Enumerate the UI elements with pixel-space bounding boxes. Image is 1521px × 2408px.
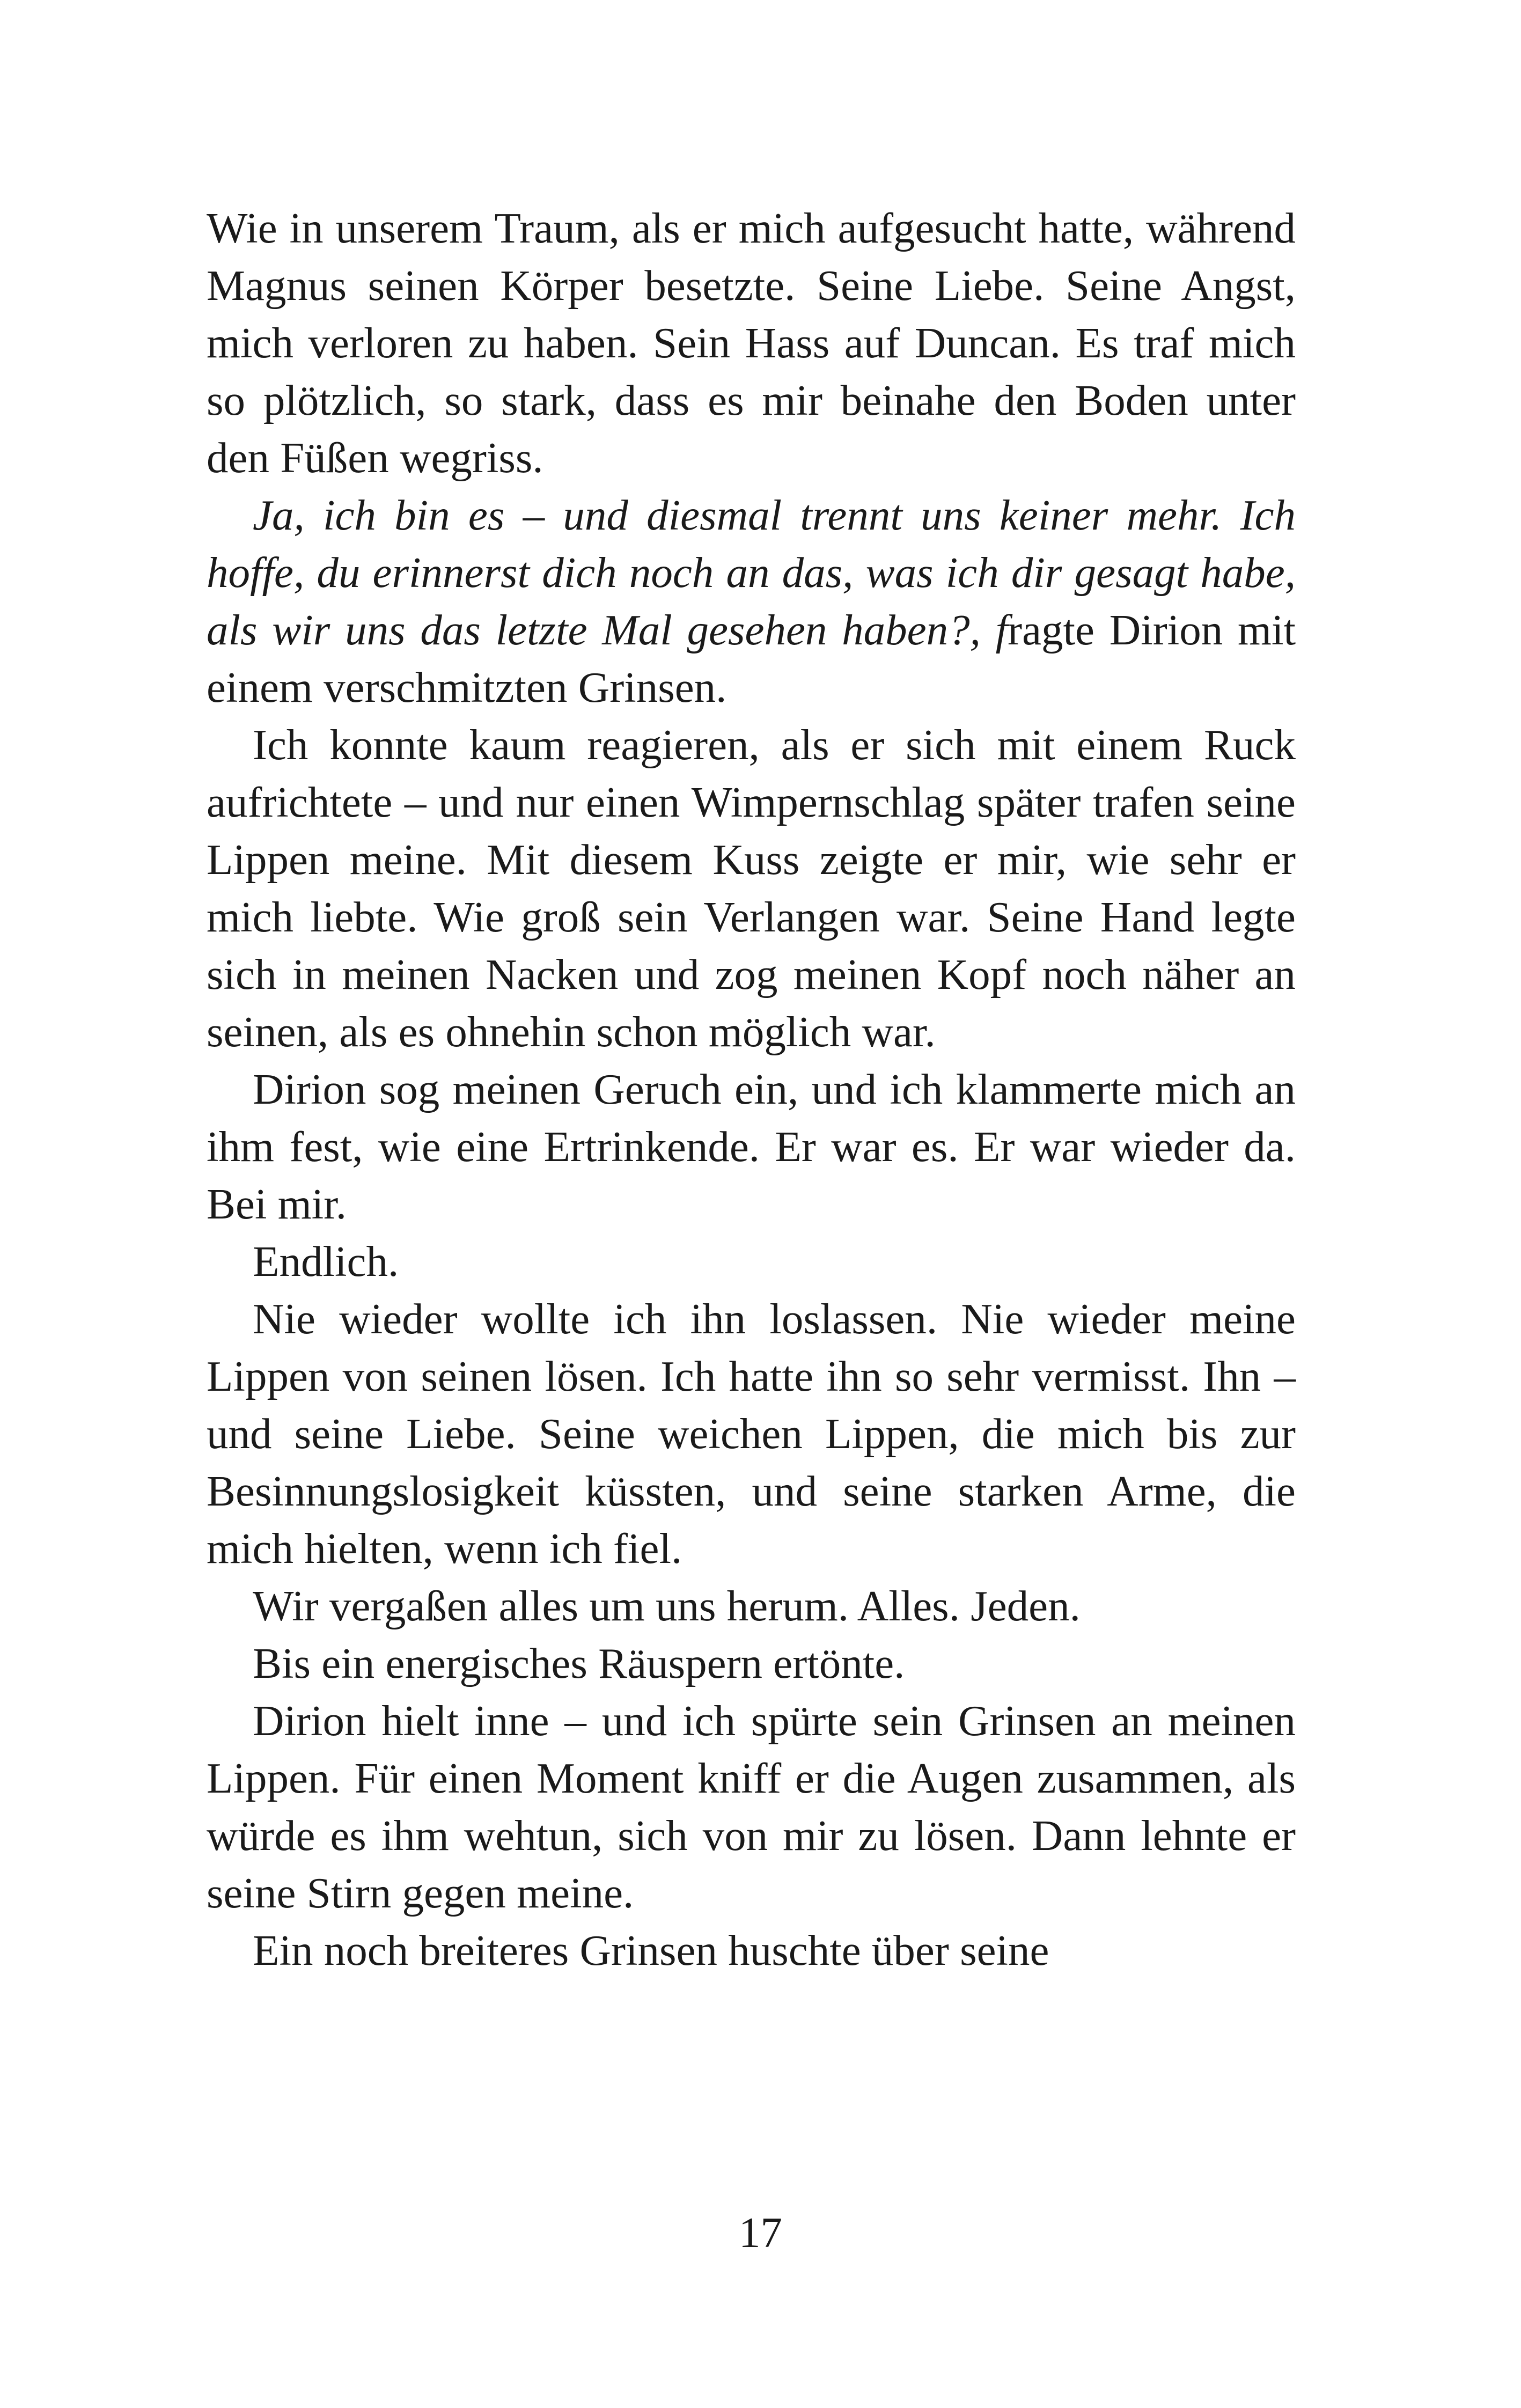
paragraph-2 <box>207 487 1296 716</box>
paragraph-5 <box>207 1233 1296 1290</box>
paragraph-5-text: Endlich. <box>253 1237 399 1286</box>
paragraph-10-text: Ein noch breiteres Grinsen huschte über seine <box>253 1926 1049 1974</box>
paragraph-8 <box>207 1635 1296 1692</box>
paragraph-7 <box>207 1577 1296 1635</box>
paragraph-7-text: Wir vergaßen alles um uns herum. Alles. Jeden. <box>253 1582 1081 1630</box>
paragraph-1-text: Wie in unserem Traum, als er mich aufgesucht hatte, während Magnus seinen Körper besetzte. Seine Liebe. Seine Angst, mich verloren zu haben. Sein Hass auf Duncan. Es traf mich so plötzlich, so stark, dass es mir beinahe den Boden unter den Füßen wegriss. <box>207 204 1296 482</box>
paragraph-1 <box>207 200 1296 487</box>
paragraph-8-text: Bis ein energisches Räuspern ertönte. <box>253 1639 905 1687</box>
paragraph-6-text: Nie wieder wollte ich ihn loslassen. Nie wieder meine Lippen von seinen lösen. Ich hatte ihn so sehr vermisst. Ihn – und seine Liebe. Seine weichen Lippen, die mich bis zur Besinnungslosigkeit küssten, und seine starken Arme, die mich hielten, wenn ich fiel. <box>207 1295 1296 1573</box>
page-number: 17 <box>739 2208 782 2257</box>
paragraph-2-italic: Ja, ich bin es – und diesmal trennt uns keiner mehr. Ich hoffe, du erinnerst dich noch an das, was ich dir gesagt habe, als wir uns das letzte Mal gesehen haben?, f <box>207 491 1296 654</box>
paragraph-4-text: Dirion sog meinen Geruch ein, und ich klammerte mich an ihm fest, wie eine Ertrinkende. Er war es. Er war wieder da. Bei mir. <box>207 1065 1296 1228</box>
paragraph-3-text: Ich konnte kaum reagieren, als er sich mit einem Ruck aufrichtete – und nur einen Wimpernschlag später trafen seine Lippen meine. Mit diesem Kuss zeigte er mir, wie sehr er mich liebte. Wie groß sein Verlangen war. Seine Hand legte sich in meinen Nacken und zog meinen Kopf noch näher an seinen, als es ohnehin schon möglich war. <box>207 721 1296 1056</box>
paragraph-9 <box>207 1692 1296 1922</box>
paragraph-4 <box>207 1061 1296 1233</box>
paragraph-10 <box>207 1922 1296 1979</box>
paragraph-2-text: ragte Dirion mit einem verschmitzten Grinsen. <box>207 606 1296 711</box>
paragraph-9-text: Dirion hielt inne – und ich spürte sein Grinsen an meinen Lippen. Für einen Moment kniff er die Augen zusammen, als würde es ihm wehtun, sich von mir zu lösen. Dann lehnte er seine Stirn gegen meine. <box>207 1697 1296 1917</box>
paragraph-6 <box>207 1290 1296 1577</box>
paragraph-3 <box>207 716 1296 1061</box>
body-text <box>207 200 1296 1979</box>
